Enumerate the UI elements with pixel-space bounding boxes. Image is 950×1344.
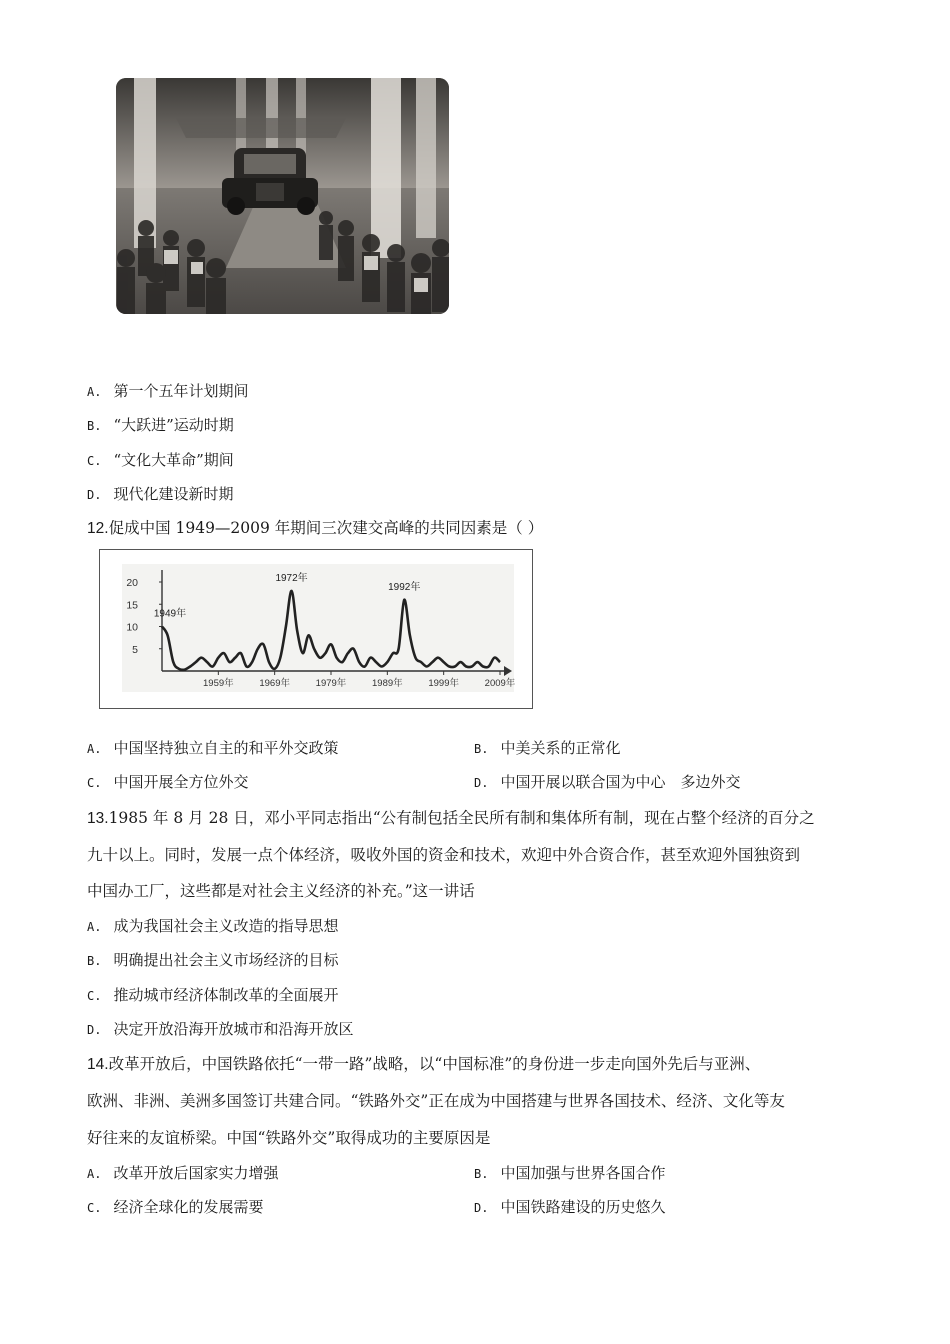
question-number: 14. bbox=[87, 1056, 109, 1073]
option-text: 中国开展全方位外交 bbox=[113, 773, 249, 791]
y-tick-label: 5 bbox=[132, 643, 138, 656]
option-text: “大跃进”运动时期 bbox=[113, 416, 234, 434]
option-text: 明确提出社会主义市场经济的目标 bbox=[113, 951, 339, 969]
question-number: 12. bbox=[87, 520, 109, 537]
q13-option-a[interactable] bbox=[87, 916, 338, 937]
x-tick-label: 1959年 bbox=[203, 678, 234, 689]
q13-option-b[interactable] bbox=[87, 950, 338, 971]
q14-option-c[interactable] bbox=[87, 1197, 263, 1218]
option-text: 决定开放沿海开放城市和沿海开放区 bbox=[113, 1020, 354, 1038]
question-text: 1985 年 8 月 28 日，邓小平同志指出“公有制包括全民所有制和集体所有制，现在占整个经济的百分之 bbox=[108, 809, 815, 827]
q11-option-c[interactable] bbox=[87, 450, 234, 471]
option-text: 推动城市经济体制改革的全面展开 bbox=[113, 986, 339, 1004]
q12-option-d[interactable] bbox=[474, 772, 740, 793]
factory-photo bbox=[116, 78, 449, 314]
option-letter: A. bbox=[87, 1167, 102, 1181]
option-letter: B. bbox=[474, 742, 489, 756]
q11-option-a[interactable] bbox=[87, 381, 248, 402]
option-letter: A. bbox=[87, 385, 102, 399]
peak-annotation: 1992年 bbox=[388, 581, 421, 593]
option-letter: D. bbox=[474, 776, 489, 790]
q12-option-b[interactable] bbox=[474, 738, 620, 759]
option-text: 第一个五年计划期间 bbox=[113, 382, 249, 400]
q12-option-c[interactable] bbox=[87, 772, 248, 793]
q11-option-b[interactable] bbox=[87, 415, 234, 436]
x-tick-label: 1999年 bbox=[428, 678, 459, 689]
option-text: 中国加强与世界各国合作 bbox=[500, 1164, 666, 1182]
q14-stem-line-2: 欧洲、非洲、美洲多国签订共建合同。“铁路外交”正在成为中国搭建与世界各国技术、经济、文化等友 bbox=[87, 1092, 785, 1110]
q13-stem-line-1 bbox=[87, 808, 815, 829]
option-letter: C. bbox=[87, 454, 102, 468]
x-tick-label: 1989年 bbox=[372, 678, 403, 689]
option-letter: A. bbox=[87, 920, 102, 934]
option-letter: D. bbox=[474, 1201, 489, 1215]
option-letter: C. bbox=[87, 776, 102, 790]
x-tick-label: 2009年 bbox=[484, 678, 516, 689]
option-text: 成为我国社会主义改造的指导思想 bbox=[113, 917, 339, 935]
q13-stem-line-3: 中国办工厂，这些都是对社会主义经济的补充。”这一讲话 bbox=[87, 882, 475, 900]
option-text: “文化大革命”期间 bbox=[113, 451, 234, 469]
option-text: 中国坚持独立自主的和平外交政策 bbox=[113, 739, 339, 757]
q14-option-b[interactable] bbox=[474, 1163, 665, 1184]
option-text: 经济全球化的发展需要 bbox=[113, 1198, 264, 1216]
diplomatic-relations-chart bbox=[99, 549, 533, 709]
question-text: 促成中国 1949—2009 年期间三次建交高峰的共同因素是（ ） bbox=[108, 519, 544, 537]
question-number: 13. bbox=[87, 810, 109, 827]
q14-stem-line-1 bbox=[87, 1054, 760, 1075]
option-letter: A. bbox=[87, 742, 102, 756]
peak-annotation: 1972年 bbox=[275, 572, 308, 584]
y-tick-label: 15 bbox=[126, 599, 138, 612]
y-tick-label: 20 bbox=[126, 577, 138, 589]
q14-stem-line-3: 好往来的友谊桥梁。中国“铁路外交”取得成功的主要原因是 bbox=[87, 1129, 491, 1147]
q13-option-c[interactable] bbox=[87, 985, 338, 1006]
option-letter: B. bbox=[474, 1167, 489, 1181]
chart-svg bbox=[100, 550, 532, 708]
q14-option-d[interactable] bbox=[474, 1197, 665, 1218]
q12-option-a[interactable] bbox=[87, 738, 338, 759]
option-text: 中美关系的正常化 bbox=[500, 739, 621, 757]
peak-annotation: 1949年 bbox=[153, 608, 187, 620]
q12-stem bbox=[87, 518, 543, 539]
option-text: 中国开展以联合国为中心 多边外交 bbox=[500, 773, 741, 791]
q13-option-d[interactable] bbox=[87, 1019, 353, 1040]
option-text: 改革开放后国家实力增强 bbox=[113, 1164, 279, 1182]
option-text: 中国铁路建设的历史悠久 bbox=[500, 1198, 666, 1216]
option-letter: B. bbox=[87, 419, 102, 433]
q11-option-d[interactable] bbox=[87, 484, 233, 505]
x-tick-label: 1979年 bbox=[315, 678, 347, 689]
y-tick-label: 10 bbox=[126, 621, 138, 634]
x-tick-label: 1969年 bbox=[259, 678, 290, 689]
option-letter: C. bbox=[87, 1201, 102, 1215]
option-letter: B. bbox=[87, 954, 102, 968]
option-text: 现代化建设新时期 bbox=[113, 485, 234, 503]
chart-background bbox=[122, 564, 514, 692]
question-text: 改革开放后，中国铁路依托“一带一路”战略，以“中国标准”的身份进一步走向国外先后与亚洲、 bbox=[108, 1055, 761, 1073]
factory-photo-illustration bbox=[116, 78, 449, 314]
q14-option-a[interactable] bbox=[87, 1163, 278, 1184]
option-letter: D. bbox=[87, 488, 102, 502]
option-letter: C. bbox=[87, 989, 102, 1003]
option-letter: D. bbox=[87, 1023, 102, 1037]
q13-stem-line-2: 九十以上。同时，发展一点个体经济，吸收外国的资金和技术，欢迎中外合资合作，甚至欢迎外国独资到 bbox=[87, 846, 801, 864]
